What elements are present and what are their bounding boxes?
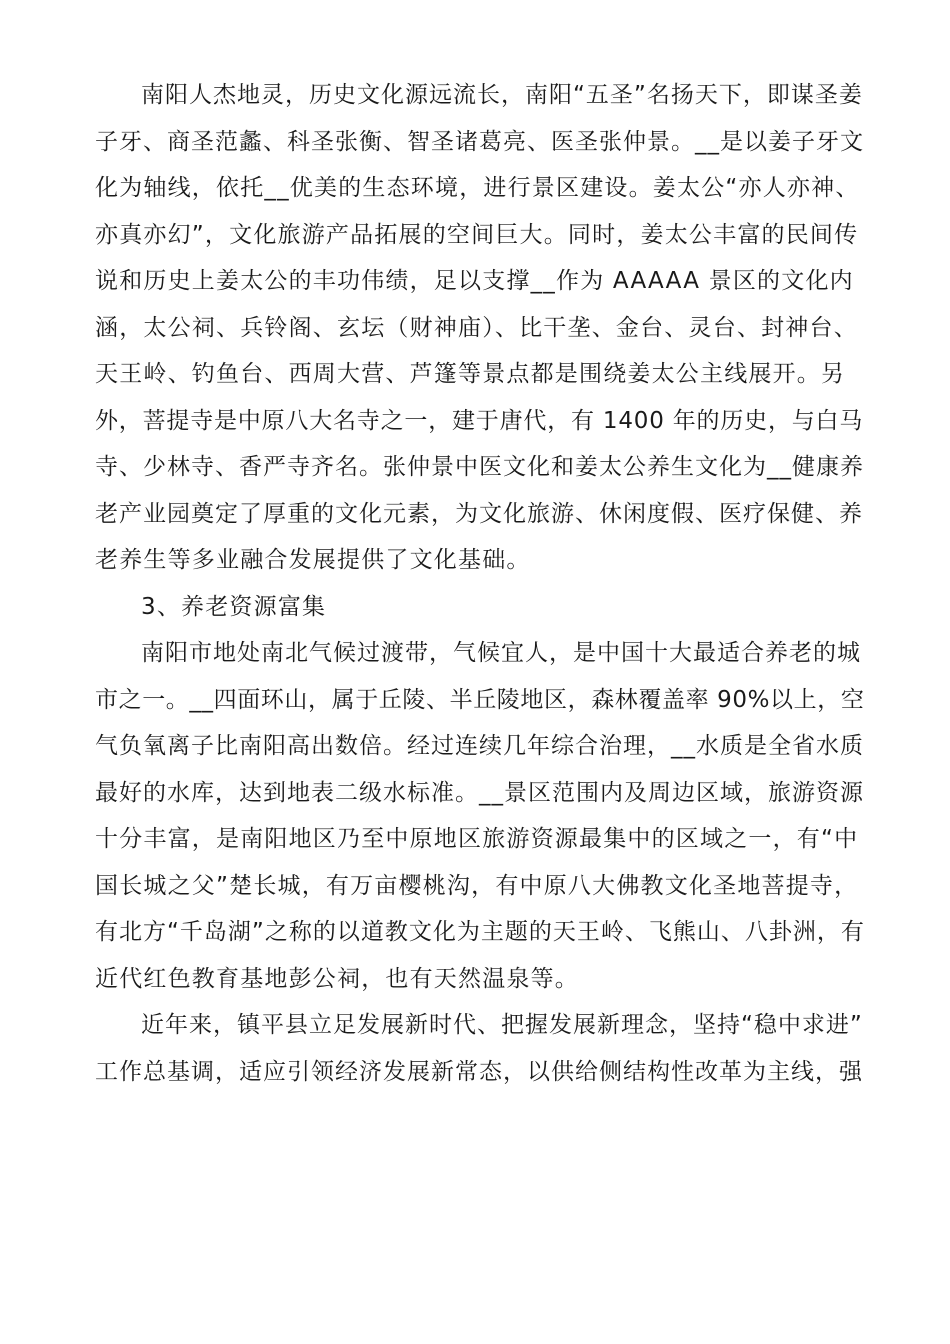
text-line: 老产业园奠定了厚重的文化元素，为文化旅游、休闲度假、医疗保健、养	[95, 500, 863, 527]
text-line: 市之一。__四面环山，属于丘陵、半丘陵地区，森林覆盖率 90%以上，空	[95, 686, 865, 713]
text-line: 十分丰富，是南阳地区乃至中原地区旅游资源最集中的区域之一，有“中	[95, 826, 859, 852]
text-line: 气负氧离子比南阳高出数倍。经过连续几年综合治理，__水质是全省水质	[95, 733, 864, 759]
text-line: 国长城之父”楚长城，有万亩樱桃沟，有中原八大佛教文化圣地菩提寺，	[95, 872, 859, 899]
text-line: 最好的水库，达到地表二级水标准。__景区范围内及周边区域，旅游资源	[95, 779, 864, 806]
text-line: 寺、少林寺、香严寺齐名。张仲景中医文化和姜太公养生文化为__健康养	[95, 454, 864, 480]
document-page	[95, 72, 865, 1095]
text-line: 近年来，镇平县立足发展新时代、把握发展新理念，坚持“稳中求进”	[141, 1012, 863, 1038]
text-line: 说和历史上姜太公的丰功伟绩，足以支撑__作为 AAAAA 景区的文化内	[95, 268, 854, 294]
text-line: 老养生等多业融合发展提供了文化基础。	[95, 547, 531, 573]
text-line: 外，菩提寺是中原八大名寺之一，建于唐代，有 1400 年的历史，与白马	[95, 407, 864, 434]
text-line: 子牙、商圣范蠡、科圣张衡、智圣诸葛亮、医圣张仲景。__是以姜子牙文	[95, 128, 864, 155]
text-line: 涵，太公祠、兵铃阁、玄坛（财神庙）、比干垄、金台、灵台、封神台、	[95, 314, 858, 341]
text-line: 天王岭、钓鱼台、西周大营、芦篷等景点都是围绕姜太公主线展开。另	[95, 361, 846, 387]
text-line: 南阳人杰地灵，历史文化源远流长，南阳“五圣”名扬天下，即谋圣姜	[141, 82, 863, 108]
text-line: 亦真亦幻”，文化旅游产品拓展的空间巨大。同时，姜太公丰富的民间传	[95, 221, 859, 248]
text-line: 有北方“千岛湖”之称的以道教文化为主题的天王岭、飞熊山、八卦洲，有	[95, 919, 865, 945]
section-heading: 3、养老资源富集	[141, 593, 327, 620]
text-line: 化为轴线，依托__优美的生态环境，进行景区建设。姜太公“亦人亦神、	[95, 175, 860, 201]
text-line: 南阳市地处南北气候过渡带，气候宜人，是中国十大最适合养老的城	[141, 640, 861, 666]
text-line: 近代红色教育基地彭公祠，也有天然温泉等。	[95, 965, 579, 992]
text-line: 工作总基调，适应引领经济发展新常态，以供给侧结构性改革为主线，强	[95, 1058, 863, 1085]
